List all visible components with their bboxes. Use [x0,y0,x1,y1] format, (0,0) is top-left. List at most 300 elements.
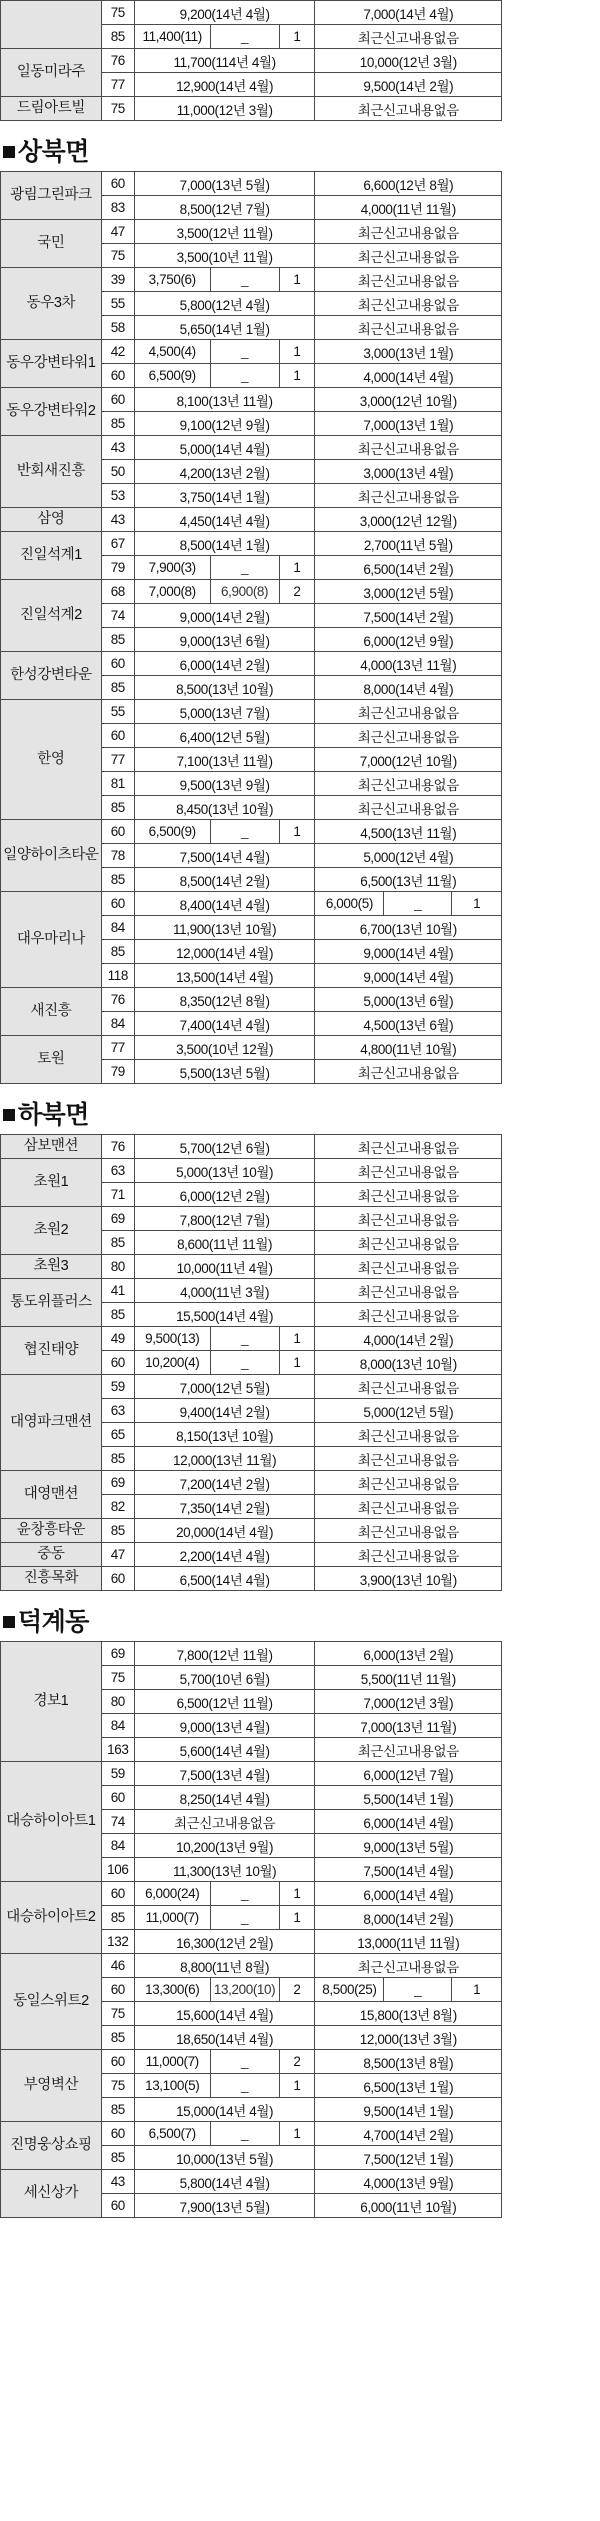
sale-price: 10,000(11년 4월) [134,1255,315,1279]
unit-size: 60 [101,2122,134,2146]
sale-second-price: _ [210,1882,279,1906]
section-title: 상북면 [18,138,89,166]
sale-price: 7,800(12년 7월) [134,1207,315,1231]
sale-second-price: _ [210,556,279,580]
sale-price: 11,900(13년 10월) [134,916,315,940]
unit-size: 85 [101,676,134,700]
jeonse-price: 최근신고내용없음 [315,316,502,340]
table-row [1,580,600,604]
unit-size: 132 [101,1930,134,1954]
unit-size: 47 [101,1543,134,1567]
jeonse-price: 최근신고내용없음 [315,25,502,49]
sale-price: 8,400(14년 4월) [134,892,315,916]
jeonse-price: 7,000(13년 1월) [315,412,502,436]
sale-count: 1 [279,268,315,292]
unit-size: 60 [101,820,134,844]
unit-size: 84 [101,1714,134,1738]
sale-price: 8,500(14년 2월) [134,868,315,892]
unit-size: 106 [101,1858,134,1882]
complex-name: 대승하이아트1 [1,1762,102,1882]
sale-price: 9,400(14년 2월) [134,1399,315,1423]
sale-price: 8,450(13년 10월) [134,796,315,820]
table-row [1,436,600,460]
table-row [1,1471,600,1495]
unit-size: 75 [101,1,134,25]
sale-price: 15,000(14년 4월) [134,2098,315,2122]
sale-price: 15,600(14년 4월) [134,2002,315,2026]
sale-price: 7,100(13년 11월) [134,748,315,772]
unit-size: 60 [101,724,134,748]
sale-price: 6,000(14년 2월) [134,652,315,676]
sale-second-price: _ [210,364,279,388]
sale-price: 2,200(14년 4월) [134,1543,315,1567]
complex-name: 초원1 [1,1159,102,1207]
jeonse-price: 9,000(13년 5월) [315,1834,502,1858]
jeonse-price: 6,500(13년 11월) [315,868,502,892]
jeonse-price: 8,000(14년 4월) [315,676,502,700]
unit-size: 82 [101,1495,134,1519]
sale-price: 5,700(10년 6월) [134,1666,315,1690]
sale-price: 7,500(13년 4월) [134,1762,315,1786]
unit-size: 75 [101,2074,134,2098]
sale-price: 8,500(14년 1월) [134,532,315,556]
jeonse-price: 7,000(12년 10월) [315,748,502,772]
unit-size: 75 [101,244,134,268]
jeonse-price: 7,000(14년 4월) [315,1,502,25]
jeonse-price: 3,000(13년 1월) [315,340,502,364]
unit-size: 71 [101,1183,134,1207]
sale-second-price: _ [210,1906,279,1930]
sale-price: 6,500(12년 11월) [134,1690,315,1714]
jeonse-price: 6,000(14년 4월) [315,1810,502,1834]
sale-price: 7,200(14년 2월) [134,1471,315,1495]
unit-size: 79 [101,556,134,580]
jeonse-price: 5,000(13년 6월) [315,988,502,1012]
table-row [1,652,600,676]
unit-size: 85 [101,2026,134,2050]
jeonse-price: 9,000(14년 4월) [315,940,502,964]
jeonse-price: 8,500(13년 8월) [315,2050,502,2074]
unit-size: 55 [101,292,134,316]
unit-size: 43 [101,508,134,532]
sale-price: 9,000(13년 4월) [134,1714,315,1738]
unit-size: 76 [101,988,134,1012]
sale-price: 7,000(13년 5월) [134,172,315,196]
table-row [1,49,600,73]
sale-price: 6,000(12년 2월) [134,1183,315,1207]
sale-price: 16,300(12년 2월) [134,1930,315,1954]
complex-name: 초원2 [1,1207,102,1255]
jeonse-price: 8,000(13년 10월) [315,1351,502,1375]
complex-name: 부영벽산 [1,2050,102,2122]
sale-price: 15,500(14년 4월) [134,1303,315,1327]
sale-price: 7,350(14년 2월) [134,1495,315,1519]
jeonse-price: 3,900(13년 10월) [315,1567,502,1591]
unit-size: 53 [101,484,134,508]
sale-price: 8,500(13년 10월) [134,676,315,700]
jeonse-price: 최근신고내용없음 [315,292,502,316]
unit-size: 78 [101,844,134,868]
unit-size: 47 [101,220,134,244]
sale-second-price: _ [210,1351,279,1375]
unit-size: 60 [101,388,134,412]
unit-size: 59 [101,1762,134,1786]
jeonse-price: 최근신고내용없음 [315,244,502,268]
complex-name: 동우강변타워2 [1,388,102,436]
sale-second-price: 6,900(8) [210,580,279,604]
sale-floor-price: 6,500(9) [134,364,210,388]
unit-size: 60 [101,1351,134,1375]
sale-price: 8,150(13년 10월) [134,1423,315,1447]
section-title: 하북면 [18,1101,89,1129]
unit-size: 60 [101,1786,134,1810]
table-row [1,1327,600,1351]
sale-price: 6,400(12년 5월) [134,724,315,748]
sale-price: 10,200(13년 9월) [134,1834,315,1858]
jeonse-price: 7,500(12년 1월) [315,2146,502,2170]
jeonse-price: 최근신고내용없음 [315,1279,502,1303]
table-row [1,1954,600,1978]
sale-price: 7,000(12년 5월) [134,1375,315,1399]
jeonse-price: 5,000(12년 5월) [315,1399,502,1423]
unit-size: 67 [101,532,134,556]
jeonse-price: 최근신고내용없음 [315,796,502,820]
jeonse-price: 최근신고내용없음 [315,700,502,724]
sale-second-price: _ [210,340,279,364]
price-table [0,0,600,121]
square-bullet-icon [3,1616,15,1628]
sale-second-price: 13,200(10) [210,1978,279,2002]
sale-price: 11,000(12년 3월) [134,97,315,121]
sale-price: 8,350(12년 8월) [134,988,315,1012]
unit-size: 77 [101,1036,134,1060]
jeonse-price: 7,500(14년 2월) [315,604,502,628]
unit-size: 83 [101,196,134,220]
section-header [0,1591,600,1641]
unit-size: 85 [101,940,134,964]
unit-size: 85 [101,1906,134,1930]
unit-size: 85 [101,1231,134,1255]
jeonse-price: 최근신고내용없음 [315,1060,502,1084]
sale-price: 최근신고내용없음 [134,1810,315,1834]
unit-size: 60 [101,1882,134,1906]
complex-name: 동우강변타워1 [1,340,102,388]
sale-price: 4,450(14년 4월) [134,508,315,532]
jeonse-price: 6,000(12년 7월) [315,1762,502,1786]
unit-size: 60 [101,2050,134,2074]
table-row [1,1036,600,1060]
jeonse-price: 최근신고내용없음 [315,220,502,244]
table-row [1,1642,600,1666]
unit-size: 85 [101,412,134,436]
jeonse-price: 9,500(14년 1월) [315,2098,502,2122]
jeonse-price: 최근신고내용없음 [315,772,502,796]
unit-size: 76 [101,49,134,73]
complex-name: 광림그린파크 [1,172,102,220]
sale-count: 1 [279,1327,315,1351]
sale-floor-price: 6,000(24) [134,1882,210,1906]
complex-name: 세신상가 [1,2170,102,2218]
sale-price: 4,000(11년 3월) [134,1279,315,1303]
sale-price: 11,700(114년 4월) [134,49,315,73]
sale-price: 5,650(14년 1월) [134,316,315,340]
table-row [1,97,600,121]
unit-size: 60 [101,892,134,916]
complex-name: 대승하이아트2 [1,1882,102,1954]
sale-price: 7,500(14년 4월) [134,844,315,868]
jeonse-price: 4,000(11년 11월) [315,196,502,220]
sale-floor-price: 6,500(9) [134,820,210,844]
jeonse-price: 최근신고내용없음 [315,1423,502,1447]
sale-price: 5,600(14년 4월) [134,1738,315,1762]
jeonse-price: 최근신고내용없음 [315,97,502,121]
complex-name: 삼보맨션 [1,1135,102,1159]
jeonse-price: 8,000(14년 2월) [315,1906,502,1930]
jeonse-count: 1 [452,1978,502,2002]
unit-size: 69 [101,1207,134,1231]
complex-name: 한성강변타운 [1,652,102,700]
jeonse-price: 4,000(13년 11월) [315,652,502,676]
jeonse-price: 4,500(13년 11월) [315,820,502,844]
jeonse-price: 최근신고내용없음 [315,1135,502,1159]
unit-size: 85 [101,868,134,892]
unit-size: 39 [101,268,134,292]
sale-price: 12,900(14년 4월) [134,73,315,97]
price-table [0,1641,600,2218]
jeonse-price: 최근신고내용없음 [315,1471,502,1495]
jeonse-price: 6,000(13년 2월) [315,1642,502,1666]
sale-price: 7,800(12년 11월) [134,1642,315,1666]
table-row [1,1375,600,1399]
table-row [1,1882,600,1906]
sale-price: 20,000(14년 4월) [134,1519,315,1543]
table-row [1,892,600,916]
unit-size: 60 [101,2194,134,2218]
sale-price: 8,100(13년 11월) [134,388,315,412]
unit-size: 85 [101,796,134,820]
sale-count: 1 [279,1906,315,1930]
complex-name: 삼영 [1,508,102,532]
complex-name: 통도위플러스 [1,1279,102,1327]
sale-price: 5,000(13년 7월) [134,700,315,724]
jeonse-price: 최근신고내용없음 [315,1159,502,1183]
jeonse-count: 1 [452,892,502,916]
unit-size: 60 [101,364,134,388]
complex-name: 대영파크맨션 [1,1375,102,1471]
unit-size: 43 [101,436,134,460]
unit-size: 43 [101,2170,134,2194]
table-row [1,1762,600,1786]
unit-size: 69 [101,1642,134,1666]
table-row [1,340,600,364]
jeonse-price: 5,500(14년 1월) [315,1786,502,1810]
section-header [0,121,600,171]
jeonse-price: 6,000(11년 10월) [315,2194,502,2218]
sale-price: 12,000(14년 4월) [134,940,315,964]
sale-price: 10,000(13년 5월) [134,2146,315,2170]
jeonse-price: 최근신고내용없음 [315,1303,502,1327]
jeonse-price: 7,000(12년 3월) [315,1690,502,1714]
unit-size: 74 [101,1810,134,1834]
sale-floor-price: 6,500(7) [134,2122,210,2146]
complex-name [1,1,102,49]
unit-size: 85 [101,2098,134,2122]
sale-price: 9,100(12년 9월) [134,412,315,436]
jeonse-price: 최근신고내용없음 [315,1738,502,1762]
sale-price: 4,200(13년 2월) [134,460,315,484]
jeonse-price: 최근신고내용없음 [315,1954,502,1978]
jeonse-price: 10,000(12년 3월) [315,49,502,73]
jeonse-price: 최근신고내용없음 [315,436,502,460]
sale-count: 1 [279,556,315,580]
sale-count: 1 [279,25,315,49]
jeonse-price: 5,000(12년 4월) [315,844,502,868]
sale-count: 1 [279,2122,315,2146]
jeonse-price: 2,700(11년 5월) [315,532,502,556]
jeonse-price: 최근신고내용없음 [315,1447,502,1471]
unit-size: 118 [101,964,134,988]
sale-floor-price: 7,000(8) [134,580,210,604]
sale-price: 9,500(13년 9월) [134,772,315,796]
jeonse-price: 3,000(12년 12월) [315,508,502,532]
table-row [1,1279,600,1303]
jeonse-floor-price: 8,500(25) [315,1978,384,2002]
sale-price: 7,900(13년 5월) [134,2194,315,2218]
sale-count: 1 [279,1882,315,1906]
complex-name: 진일석계1 [1,532,102,580]
jeonse-price: 4,000(14년 2월) [315,1327,502,1351]
complex-name: 윤창흥타운 [1,1519,102,1543]
complex-name: 중동 [1,1543,102,1567]
sale-floor-price: 7,900(3) [134,556,210,580]
sale-floor-price: 4,500(4) [134,340,210,364]
unit-size: 55 [101,700,134,724]
unit-size: 76 [101,1135,134,1159]
unit-size: 85 [101,1447,134,1471]
jeonse-price: 최근신고내용없음 [315,1519,502,1543]
jeonse-price: 최근신고내용없음 [315,1375,502,1399]
table-row [1,1,600,25]
table-row [1,700,600,724]
jeonse-price: 9,500(14년 2월) [315,73,502,97]
sale-price: 8,600(11년 11월) [134,1231,315,1255]
section-title: 덕계동 [18,1608,89,1636]
unit-size: 60 [101,172,134,196]
unit-size: 63 [101,1399,134,1423]
jeonse-price: 3,000(13년 4월) [315,460,502,484]
table-row [1,1135,600,1159]
sale-price: 8,250(14년 4월) [134,1786,315,1810]
table-row [1,268,600,292]
sale-price: 5,800(14년 4월) [134,2170,315,2194]
unit-size: 85 [101,1519,134,1543]
unit-size: 41 [101,1279,134,1303]
sale-count: 2 [279,580,315,604]
sale-price: 12,000(13년 11월) [134,1447,315,1471]
table-row [1,388,600,412]
unit-size: 75 [101,2002,134,2026]
unit-size: 77 [101,73,134,97]
price-table [0,171,600,1084]
unit-size: 49 [101,1327,134,1351]
unit-size: 163 [101,1738,134,1762]
sale-count: 1 [279,364,315,388]
complex-name: 협진태양 [1,1327,102,1375]
unit-size: 84 [101,1834,134,1858]
table-row [1,1519,600,1543]
jeonse-floor-price: 6,000(5) [315,892,384,916]
complex-name: 경보1 [1,1642,102,1762]
unit-size: 80 [101,1255,134,1279]
sale-floor-price: 9,500(13) [134,1327,210,1351]
sale-price: 5,500(13년 5월) [134,1060,315,1084]
sale-second-price: _ [210,2050,279,2074]
complex-name: 반회새진흥 [1,436,102,508]
table-row [1,532,600,556]
sale-count: 1 [279,1351,315,1375]
table-row [1,2050,600,2074]
jeonse-price: 15,800(13년 8월) [315,2002,502,2026]
unit-size: 75 [101,1666,134,1690]
unit-size: 85 [101,2146,134,2170]
unit-size: 85 [101,628,134,652]
sale-second-price: _ [210,268,279,292]
jeonse-price: 9,000(14년 4월) [315,964,502,988]
sale-price: 8,500(12년 7월) [134,196,315,220]
table-row [1,508,600,532]
jeonse-second-price: _ [384,892,452,916]
jeonse-second-price: _ [384,1978,452,2002]
jeonse-price: 4,800(11년 10월) [315,1036,502,1060]
jeonse-price: 4,000(14년 4월) [315,364,502,388]
unit-size: 80 [101,1690,134,1714]
jeonse-price: 6,600(12년 8월) [315,172,502,196]
sale-price: 11,300(13년 10월) [134,1858,315,1882]
complex-name: 진명웅상쇼핑 [1,2122,102,2170]
sale-second-price: _ [210,2074,279,2098]
jeonse-price: 12,000(13년 3월) [315,2026,502,2050]
jeonse-price: 6,000(14년 4월) [315,1882,502,1906]
table-row [1,1255,600,1279]
sale-price: 9,000(13년 6월) [134,628,315,652]
unit-size: 63 [101,1159,134,1183]
sale-floor-price: 13,300(6) [134,1978,210,2002]
square-bullet-icon [3,1109,15,1121]
complex-name: 진흥목화 [1,1567,102,1591]
complex-name: 국민 [1,220,102,268]
jeonse-price: 5,500(11년 11월) [315,1666,502,1690]
sale-price: 9,000(14년 2월) [134,604,315,628]
jeonse-price: 6,500(13년 1월) [315,2074,502,2098]
sale-price: 3,500(12년 11월) [134,220,315,244]
complex-name: 토원 [1,1036,102,1084]
sale-price: 5,700(12년 6월) [134,1135,315,1159]
jeonse-price: 최근신고내용없음 [315,1207,502,1231]
complex-name: 대영맨션 [1,1471,102,1519]
sale-price: 5,800(12년 4월) [134,292,315,316]
table-row [1,1207,600,1231]
sale-count: 2 [279,2050,315,2074]
unit-size: 60 [101,652,134,676]
sale-price: 9,200(14년 4월) [134,1,315,25]
jeonse-price: 최근신고내용없음 [315,724,502,748]
unit-size: 59 [101,1375,134,1399]
sale-second-price: _ [210,2122,279,2146]
table-row [1,988,600,1012]
unit-size: 50 [101,460,134,484]
table-row [1,1567,600,1591]
sale-floor-price: 11,000(7) [134,1906,210,1930]
